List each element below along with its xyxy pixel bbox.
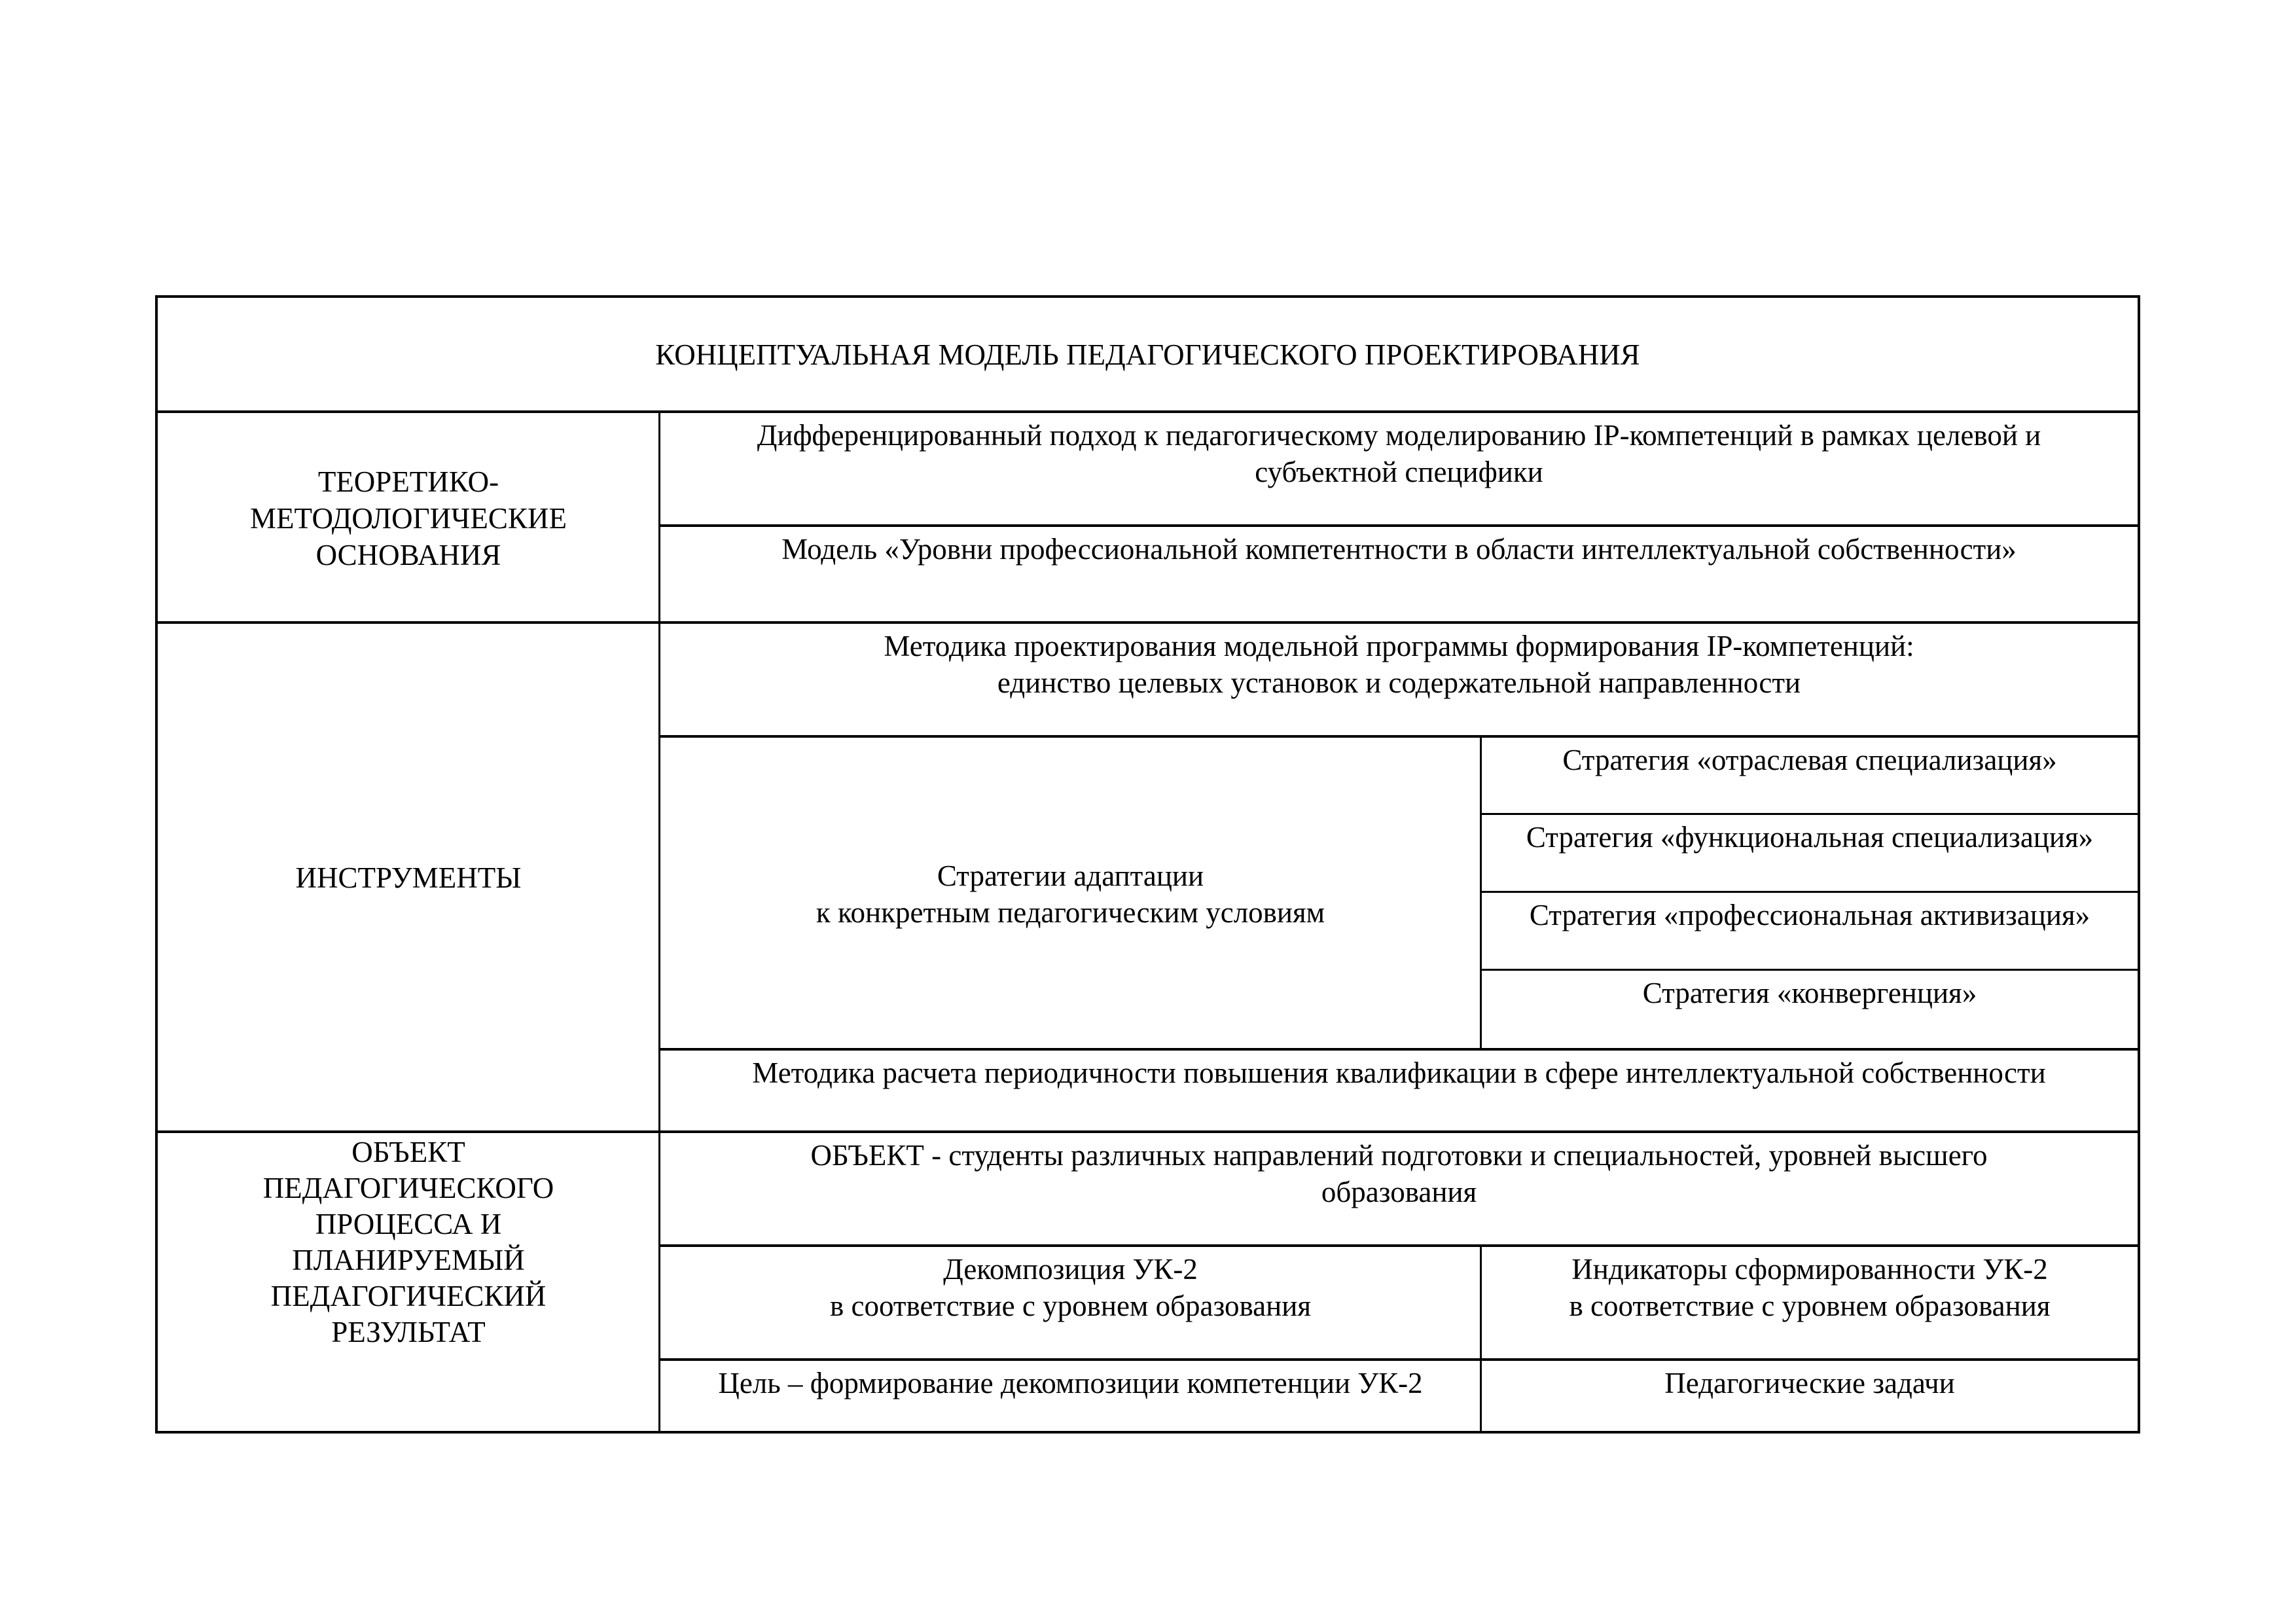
methodology-line: Методика проектирования модельной программы формирования IP-компетенций: <box>884 630 1914 662</box>
instruments-methodology-cell <box>660 624 2138 736</box>
strategy-functional-specialization: Стратегия «функциональная специализация» <box>1526 821 2094 854</box>
conceptual-model-table <box>155 295 2140 1434</box>
strategy-professional-activation: Стратегия «профессиональная активизация» <box>1529 899 2090 931</box>
strategy-item <box>1482 893 2138 969</box>
strategy-convergence: Стратегия «конвергенция» <box>1642 977 1977 1009</box>
instruments-label-cell <box>158 624 659 1132</box>
object-label-cell <box>158 1133 659 1434</box>
indicators-line: в соответствие с уровнем образования <box>1569 1290 2051 1322</box>
object-label-line: ОБЪЕКТ <box>351 1136 465 1168</box>
foundations-label-line: ТЕОРЕТИКО- <box>317 465 499 498</box>
foundations-item-line: Дифференцированный подход к педагогическому моделированию IP-компетенций в рамках целевой и <box>757 419 2041 452</box>
instruments-label: ИНСТРУМЕНТЫ <box>295 861 522 894</box>
object-description-cell <box>660 1133 2138 1244</box>
goal-text: Цель – формирование декомпозиции компетенции УК-2 <box>718 1367 1423 1399</box>
object-label-line: ПЕДАГОГИЧЕСКОГО <box>262 1172 554 1204</box>
indicators-line: Индикаторы сформированности УК-2 <box>1571 1253 2048 1286</box>
goal-cell <box>660 1361 1480 1434</box>
decomposition-cell <box>660 1247 1480 1358</box>
object-label-line: РЕЗУЛЬТАТ <box>331 1316 486 1348</box>
strategy-item <box>1482 738 2138 814</box>
object-label-line: ПРОЦЕССА И <box>315 1208 502 1240</box>
strategy-item <box>1482 971 2138 1049</box>
strategy-industry-specialization: Стратегия «отраслевая специализация» <box>1562 744 2057 776</box>
foundations-label-cell <box>158 413 659 623</box>
adaptation-line: к конкретным педагогическим условиям <box>816 895 1325 929</box>
foundations-item-differentiated-approach <box>660 413 2138 525</box>
foundations-item-line: Модель «Уровни профессиональной компетентности в области интеллектуальной собственности» <box>781 533 2017 566</box>
calculation-methodology-text: Методика расчета периодичности повышения квалификации в сфере интеллектуальной собственности <box>752 1056 2046 1089</box>
object-label-line: ПЕДАГОГИЧЕСКИЙ <box>270 1280 547 1312</box>
calculation-methodology-cell <box>660 1051 2138 1132</box>
tasks-cell <box>1482 1361 2138 1434</box>
foundations-label-line: МЕТОДОЛОГИЧЕСКИЕ <box>250 501 567 535</box>
strategy-item <box>1482 815 2138 891</box>
adaptation-line: Стратегии адаптации <box>937 859 1204 892</box>
object-description-line: ОБЪЕКТ - студенты различных направлений подготовки и специальностей, уровней высшего <box>810 1139 1988 1172</box>
adaptation-strategies-cell <box>660 738 1480 1050</box>
table-title: КОНЦЕПТУАЛЬНАЯ МОДЕЛЬ ПЕДАГОГИЧЕСКОГО ПРОЕКТИРОВАНИЯ <box>655 338 1640 371</box>
foundations-item-competence-levels-model <box>660 527 2138 623</box>
object-description-line: образования <box>1321 1176 1477 1208</box>
foundations-item-line: субъектной специфики <box>1255 456 1543 488</box>
foundations-label-line: ОСНОВАНИЯ <box>315 538 501 571</box>
indicators-cell <box>1482 1247 2138 1358</box>
table-title-cell <box>158 298 2138 412</box>
decomposition-line: в соответствие с уровнем образования <box>829 1290 1312 1322</box>
object-label-line: ПЛАНИРУЕМЫЙ <box>292 1244 525 1276</box>
decomposition-line: Декомпозиция УК-2 <box>943 1253 1198 1286</box>
methodology-line: единство целевых установок и содержательной направленности <box>997 666 1801 699</box>
pedagogical-tasks-text: Педагогические задачи <box>1664 1367 1955 1399</box>
